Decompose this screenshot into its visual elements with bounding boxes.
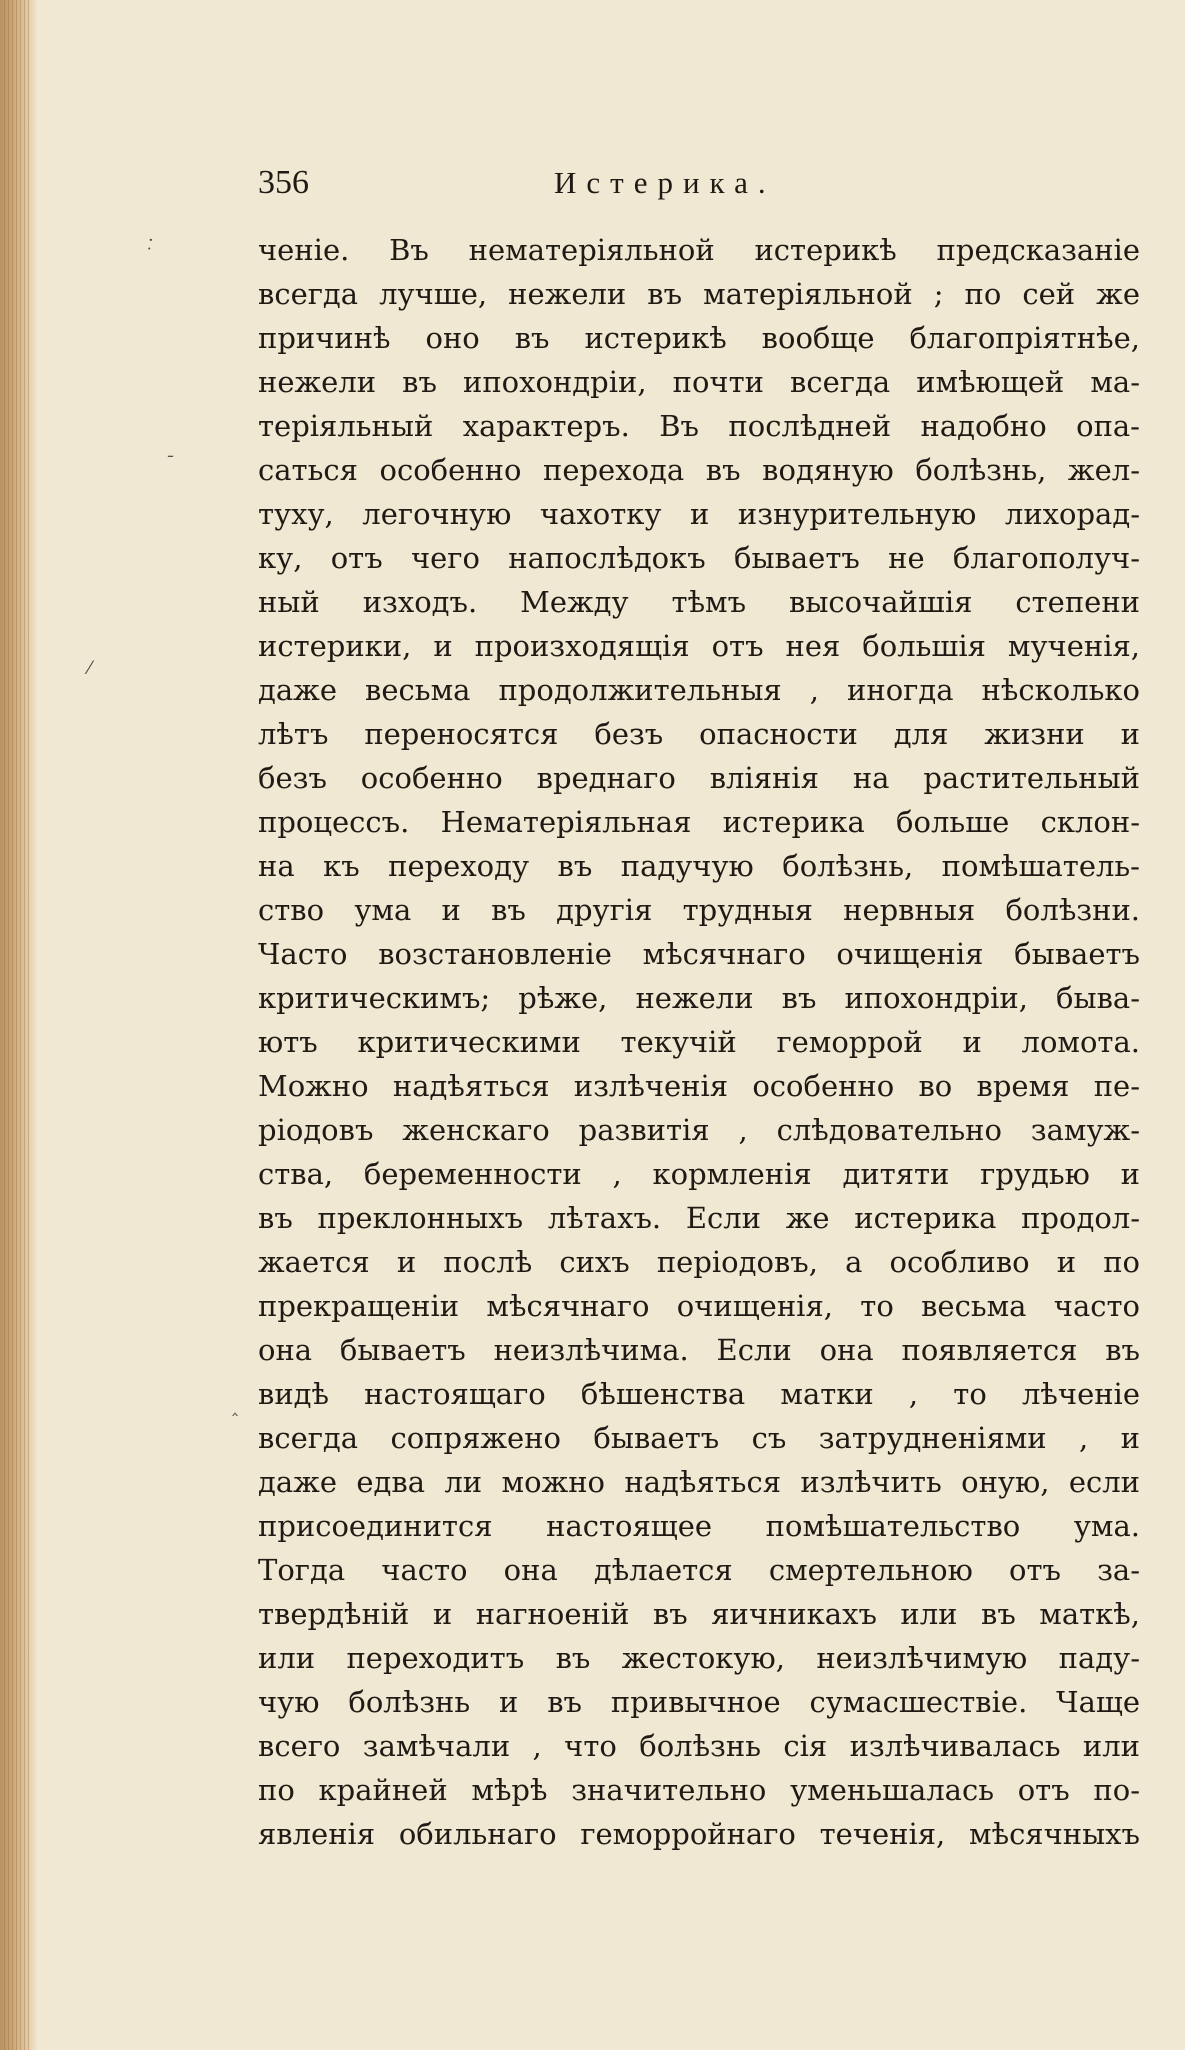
text-line-7: туху, легочную чахотку и изнурительную лихорад- (258, 497, 1140, 531)
text-line-34: чую болѣзнь и въ привычное сумасшествіе. Чаще (258, 1685, 1140, 1719)
margin-speck: ˉ (166, 453, 175, 474)
running-title: Истерика. (554, 165, 776, 200)
text-line-9: ный изходъ. Между тѣмъ высочайшія степени (258, 585, 1140, 619)
text-line-21: ріодовъ женскаго развитія , слѣдовательно замуж- (258, 1113, 1140, 1147)
text-line-15: на къ переходу въ падучую болѣзнь, помѣшатель- (258, 849, 1140, 883)
text-line-29: даже едва ли можно надѣяться излѣчить оную, если (258, 1465, 1140, 1499)
text-line-10: истерики, и произходящія отъ нея большія мученія, (258, 629, 1140, 663)
running-head (258, 163, 1140, 203)
margin-speck: ‸ (232, 1396, 239, 1417)
text-line-5: теріяльный характеръ. Въ послѣдней надобно опа- (258, 409, 1140, 443)
text-line-31: Тогда часто она дѣлается смертельною отъ за- (258, 1553, 1140, 1587)
text-line-22: ства, беременности , кормленія дитяти грудью и (258, 1157, 1140, 1191)
text-line-13: безъ особенно вреднаго вліянія на растительный (258, 761, 1140, 795)
text-line-6: саться особенно перехода въ водяную болѣзнь, жел- (258, 453, 1140, 487)
text-line-8: ку, отъ чего напослѣдокъ бываетъ не благополуч- (258, 541, 1140, 575)
text-line-32: твердѣній и нагноеній въ яичникахъ или въ маткѣ, (258, 1597, 1140, 1631)
text-line-16: ство ума и въ другія трудныя нервныя болѣзни. (258, 893, 1140, 927)
text-line-35: всего замѣчали , что болѣзнь сія излѣчивалась или (258, 1729, 1140, 1763)
text-line-25: прекращеніи мѣсячнаго очищенія, то весьма часто (258, 1289, 1140, 1323)
text-line-19: ютъ критическими текучій геморрой и ломота. (258, 1025, 1140, 1059)
text-line-18: критическимъ; рѣже, нежели въ ипохондріи, быва- (258, 981, 1140, 1015)
body-text (258, 228, 1140, 1858)
text-line-3: причинѣ оно въ истерикѣ вообще благопріятнѣе, (258, 321, 1140, 355)
text-line-17: Часто возстановленіе мѣсячнаго очищенія бываетъ (258, 937, 1140, 971)
text-line-1: ченіе. Въ нематеріяльной истерикѣ предсказаніе (258, 233, 1140, 267)
text-line-20: Можно надѣяться излѣченія особенно во время пе- (258, 1069, 1140, 1103)
text-line-24: жается и послѣ сихъ періодовъ, а особливо и по (258, 1245, 1140, 1279)
text-line-27: видѣ настоящаго бѣшенства матки , то лѣченіе (258, 1377, 1140, 1411)
text-line-14: процессъ. Нематеріяльная истерика больше склон- (258, 805, 1140, 839)
text-line-23: въ преклонныхъ лѣтахъ. Если же истерика продол- (258, 1201, 1140, 1235)
text-line-30: присоединится настоящее помѣшательство ума. (258, 1509, 1140, 1543)
text-line-36: по крайней мѣрѣ значительно уменьшалась отъ по- (258, 1773, 1140, 1807)
text-line-2: всегда лучше, нежели въ матеріяльной ; по сей же (258, 277, 1140, 311)
page-number: 356 (258, 164, 309, 201)
text-line-12: лѣтъ переносятся безъ опасности для жизни и (258, 717, 1140, 751)
margin-speck: ⁄ (88, 658, 92, 679)
text-line-37: явленія обильнаго геморройнаго теченія, мѣсячныхъ (258, 1817, 1140, 1851)
text-line-11: даже весьма продолжительныя , иногда нѣсколько (258, 673, 1140, 707)
text-line-26: она бываетъ неизлѣчима. Если она появляется въ (258, 1333, 1140, 1367)
text-line-4: нежели въ ипохондріи, почти всегда имѣющей ма- (258, 365, 1140, 399)
text-line-28: всегда сопряжено бываетъ съ затрудненіями , и (258, 1421, 1140, 1455)
text-line-33: или переходитъ въ жестокую, неизлѣчимую паду- (258, 1641, 1140, 1675)
margin-speck: ·̣ (148, 230, 154, 251)
page-edge-texture (4, 0, 30, 2050)
